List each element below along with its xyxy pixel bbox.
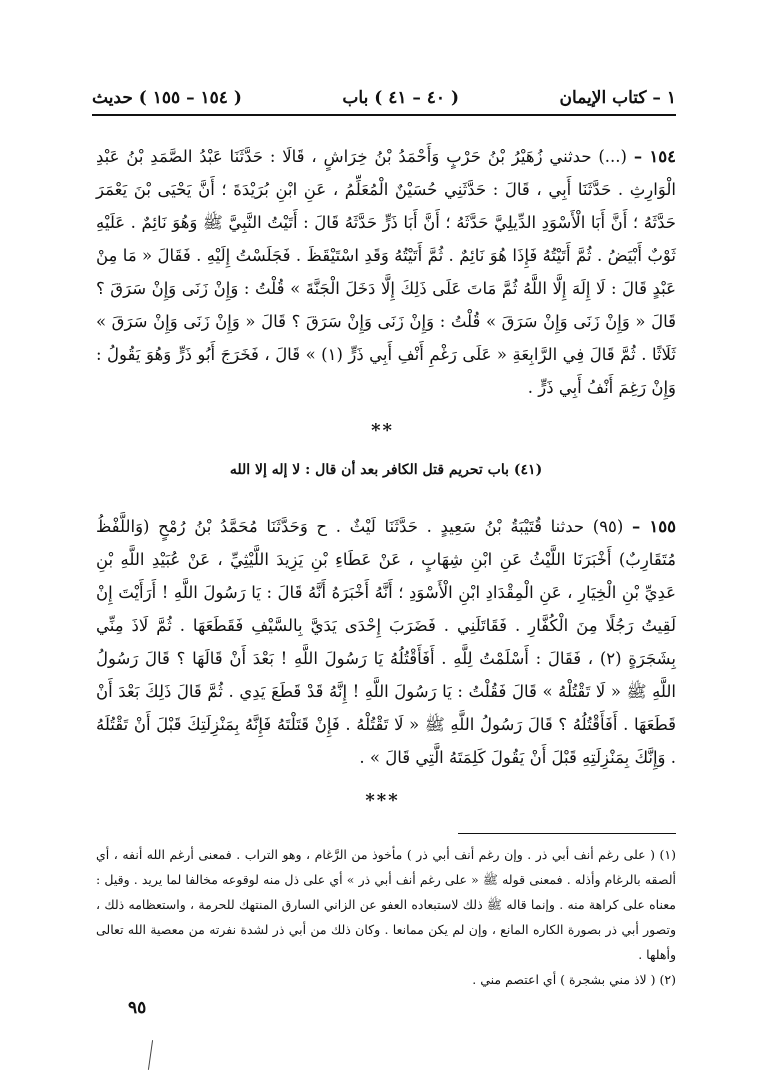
section-separator: ** [371,420,394,441]
hadith-number: ١٥٥ – [632,517,677,536]
footnotes [96,842,676,992]
header-book-title: ١ – كتاب الإيمان [559,88,676,108]
hadith-154 [96,140,676,404]
margin-mark [148,1040,153,1070]
footnote: (١) ( على رغم أنف أبي ذر . وإن رغم أنف أبي ذر ) مأخوذ من الرَّغام ، وهو التراب . فمعنى أرغم الله أنفه ، أي ألصقه بالرغام وأذله . فمعنى قوله ﷺ « على رغم أنف أبي ذر » أي على ذل منه لوقوعه مخالفا لما يريد . وقيل : معناه على كراهة منه . وإنما قاله ﷺ ذلك لاستبعاده العفو عن الزاني السارق المنتهك للحرمة ، واستعظامه ذلك ، وتصور أبي ذر بصورة الكاره المانع ، وإن لم يكن ممانعا . وكان ذلك من أبي ذر لشدة نفرته من معصية الله تعالى وأهلها . [96,847,676,962]
section-separator: *** [365,790,400,811]
hadith-text: (٩٥) حدثنا قُتَيْبَةُ بْنُ سَعِيدٍ . حَدَّثَنَا لَيْثٌ . ح وَحَدَّثَنَا مُحَمَّدُ بْنُ رُمْحٍ (وَاللَّفْظُ مُتَقَارِبٌ) أَخْبَرَنَا اللَّيْثُ عَنِ ابْنِ شِهَابٍ ، عَنْ عَطَاءِ بْنِ يَزِيدَ اللَّيْثِيِّ ، عَنْ عُبَيْدِ اللَّهِ بْنِ عَدِيِّ بْنِ الْخِيَارِ ، عَنِ الْمِقْدَادِ ابْنِ الْأَسْوَدِ ؛ أَنَّهُ أَخْبَرَهُ أَنَّهُ قَالَ : يَا رَسُولَ اللَّهِ ! أَرَأَيْتَ إِنْ لَقِيتُ رَجُلًا مِنَ الْكُفَّارِ . فَقَاتَلَنِي . فَضَرَبَ إِحْدَى يَدَيَّ بِالسَّيْفِ فَقَطَعَهَا . ثُمَّ لَاذَ مِنِّي بِشَجَرَةٍ (٢) ، فَقَالَ : أَسْلَمْتُ لِلَّهِ . أَفَأَقْتُلُهُ يَا رَسُولَ اللَّهِ ! بَعْدَ أَنْ قَالَهَا ؟ قَالَ رَسُولُ اللَّهِ ﷺ « لَا تَقْتُلْهُ » قَالَ فَقُلْتُ : يَا رَسُولَ اللَّهِ ! إِنَّهُ قَدْ قَطَعَ يَدِي . ثُمَّ قَالَ ذَلِكَ بَعْدَ أَنْ قَطَعَهَا . أَفَأَقْتُلُهُ ؟ قَالَ رَسُولُ اللَّهِ ﷺ « لَا تَقْتُلْهُ . فَإِنْ قَتَلْتَهُ فَإِنَّهُ بِمَنْزِلَتِكَ قَبْلَ أَنْ تَقْتُلَهُ . وَإِنَّكَ بِمَنْزِلَتِهِ قَبْلَ أَنْ يَقُولَ كَلِمَتَهُ الَّتِي قَالَ » . [96,517,676,767]
hadith-text: (...) حدثني زُهَيْرُ بْنُ حَرْبٍ وَأَحْمَدُ بْنُ خِرَاشٍ ، قَالَا : حَدَّثَنَا عَبْدُ الصَّمَدِ بْنُ عَبْدِ الْوَارِثِ . حَدَّثَنَا أَبِي ، قَالَ : حَدَّثَنِي حُسَيْنٌ الْمُعَلِّمُ ، عَنِ ابْنِ بُرَيْدَةَ ؛ أَنَّ يَحْيَى بْنَ يَعْمَرَ حَدَّثَهُ ؛ أَنَّ أَبَا الْأَسْوَدِ الدِّيلِيَّ حَدَّثَهُ ؛ أَنَّ أَبَا ذَرٍّ حَدَّثَهُ قَالَ : أَتَيْتُ النَّبِيَّ ﷺ وَهُوَ نَائِمٌ . عَلَيْهِ ثَوْبٌ أَبْيَضُ . ثُمَّ أَتَيْتُهُ فَإِذَا هُوَ نَائِمٌ . ثُمَّ أَتَيْتُهُ وَقَدِ اسْتَيْقَظَ . فَجَلَسْتُ إِلَيْهِ . فَقَالَ « مَا مِنْ عَبْدٍ قَالَ : لَا إِلَهَ إِلَّا اللَّهُ ثُمَّ مَاتَ عَلَى ذَلِكَ إِلَّا دَخَلَ الْجَنَّةَ » قُلْتُ : وَإِنْ زَنَى وَإِنْ سَرَقَ ؟ قَالَ « وَإِنْ زَنَى وَإِنْ سَرَقَ » قُلْتُ : وَإِنْ زَنَى وَإِنْ سَرَقَ ؟ قَالَ « وَإِنْ زَنَى وَإِنْ سَرَقَ » ثَلَاثًا . ثُمَّ قَالَ فِي الرَّابِعَةِ « عَلَى رَغْمِ أَنْفِ أَبِي ذَرٍّ (١) » قَالَ ، فَخَرَجَ أَبُو ذَرٍّ وَهُوَ يَقُولُ : وَإِنْ رَغِمَ أَنْفُ أَبِي ذَرٍّ . [96,147,676,397]
header-rule [92,114,676,116]
footnote-rule [458,833,676,834]
page-number: ٩٥ [128,998,147,1018]
header-chapter-range: ( ٤٠ – ٤١ ) باب [342,88,460,108]
chapter-title: (٤١) باب تحريم قتل الكافر بعد أن قال : لا إله إلا الله [229,462,543,478]
hadith-155 [96,510,676,774]
running-header [92,84,676,112]
footnote: (٢) ( لاذ مني بشجرة ) أي اعتصم مني . [472,972,676,987]
header-hadith-range: ( ١٥٤ – ١٥٥ ) حديث [92,88,242,108]
hadith-number: ١٥٤ – [633,147,676,166]
